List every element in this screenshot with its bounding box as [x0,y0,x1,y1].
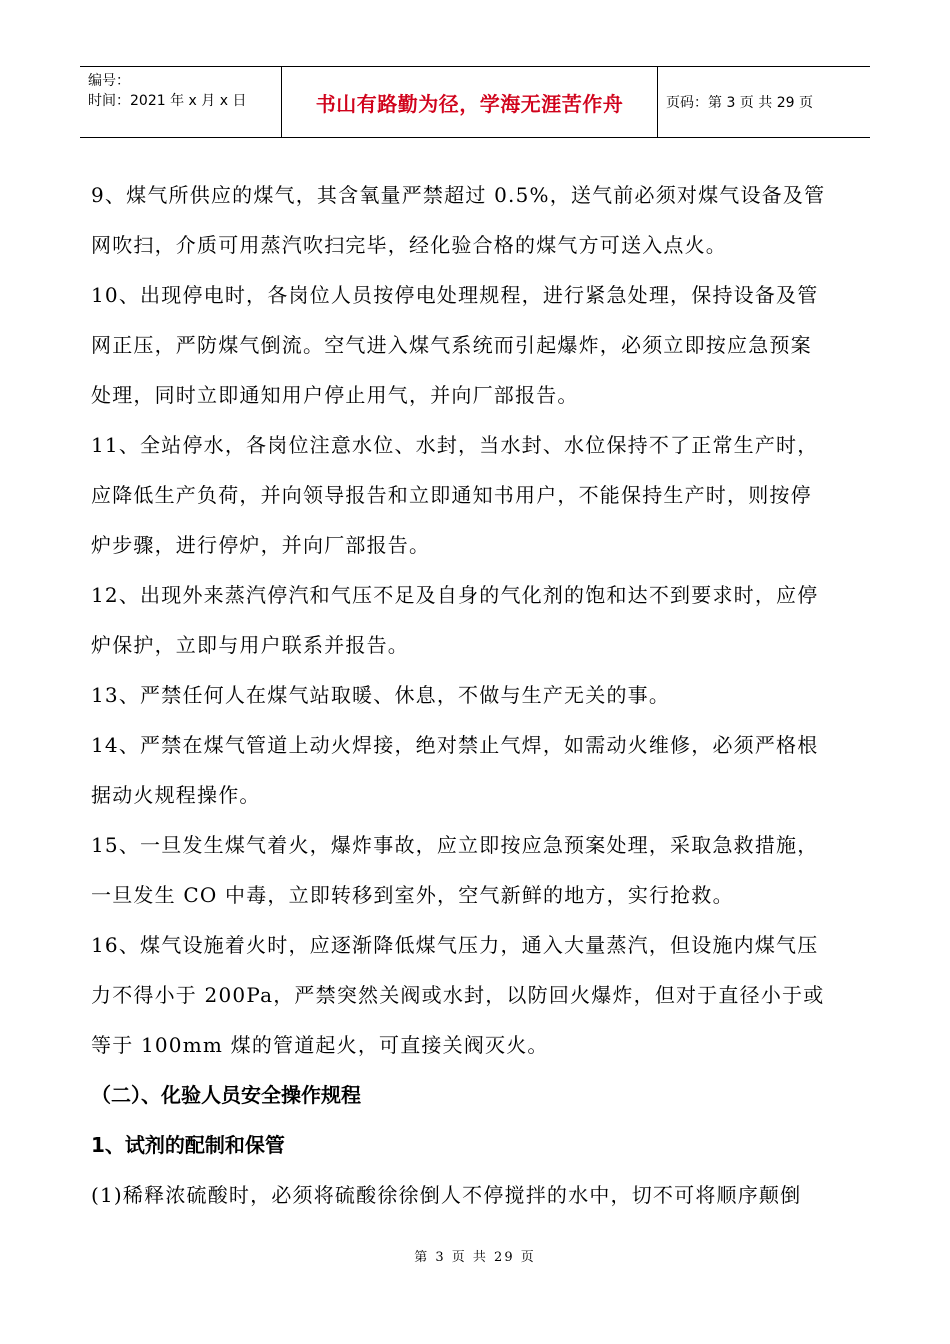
document-header [80,66,870,138]
paragraph-line: 11、全站停水，各岗位注意水位、水封，当水封、水位保持不了正常生产时， [91,433,819,457]
paragraph-line: 力不得小于 200Pa，严禁突然关阀或水封，以防回火爆炸，但对于直径小于或 [91,983,825,1007]
paragraph-line: 12、出现外来蒸汽停汽和气压不足及自身的气化剂的饱和达不到要求时，应停 [91,583,819,607]
header-info-cell [80,67,282,137]
paragraph-line: 炉保护，立即与用户联系并报告。 [91,633,409,657]
header-page-cell [658,67,870,137]
paragraph-line: 网吹扫，介质可用蒸汽吹扫完毕，经化验合格的煤气方可送入点火。 [91,233,727,257]
paragraph-line: 15、一旦发生煤气着火，爆炸事故，应立即按应急预案处理，采取急救措施， [91,833,819,857]
paragraph-line: 据动火规程操作。 [91,783,261,807]
paragraph-line: 网正压，严防煤气倒流。空气进入煤气系统而引起爆炸，必须立即按应急预案 [91,333,812,357]
paragraph-line: 14、严禁在煤气管道上动火焊接，绝对禁止气焊，如需动火维修，必须严格根 [91,733,819,757]
paragraph-line: 一旦发生 CO 中毒，立即转移到室外，空气新鲜的地方，实行抢救。 [91,883,734,907]
paragraph-line: 13、严禁任何人在煤气站取暖、休息，不做与生产无关的事。 [91,683,671,707]
section-heading: 1、试剂的配制和保管 [91,1133,285,1157]
paragraph-line: 10、出现停电时，各岗位人员按停电处理规程，进行紧急处理，保持设备及管 [91,283,819,307]
paragraph-line: 9、煤气所供应的煤气，其含氧量严禁超过 0.5%，送气前必须对煤气设备及管 [91,183,826,207]
document-number-label: 编号： [88,73,130,89]
header-motto-cell [282,67,658,137]
section-heading: （二）、化验人员安全操作规程 [91,1083,361,1107]
header-page-label: 页码：第 3 页 共 29 页 [666,95,813,111]
document-body [91,170,863,1220]
header-motto: 书山有路勤为径，学海无涯苦作舟 [315,91,624,116]
paragraph-line: 处理，同时立即通知用户停止用气，并向厂部报告。 [91,383,579,407]
paragraph-line: (1)稀释浓硫酸时，必须将硫酸徐徐倒人不停搅拌的水中，切不可将顺序颠倒 [91,1183,802,1207]
paragraph-line: 等于 100mm 煤的管道起火，可直接关阀灭火。 [91,1033,549,1057]
paragraph-line: 炉步骤，进行停炉，并向厂部报告。 [91,533,431,557]
document-date-label: 时间：2021 年 x 月 x 日 [88,93,247,109]
page-footer: 第 3 页 共 29 页 [414,1250,536,1265]
paragraph-line: 应降低生产负荷，并向领导报告和立即通知书用户，不能保持生产时，则按停 [91,483,812,507]
paragraph-line: 16、煤气设施着火时，应逐渐降低煤气压力，通入大量蒸汽，但设施内煤气压 [91,933,819,957]
